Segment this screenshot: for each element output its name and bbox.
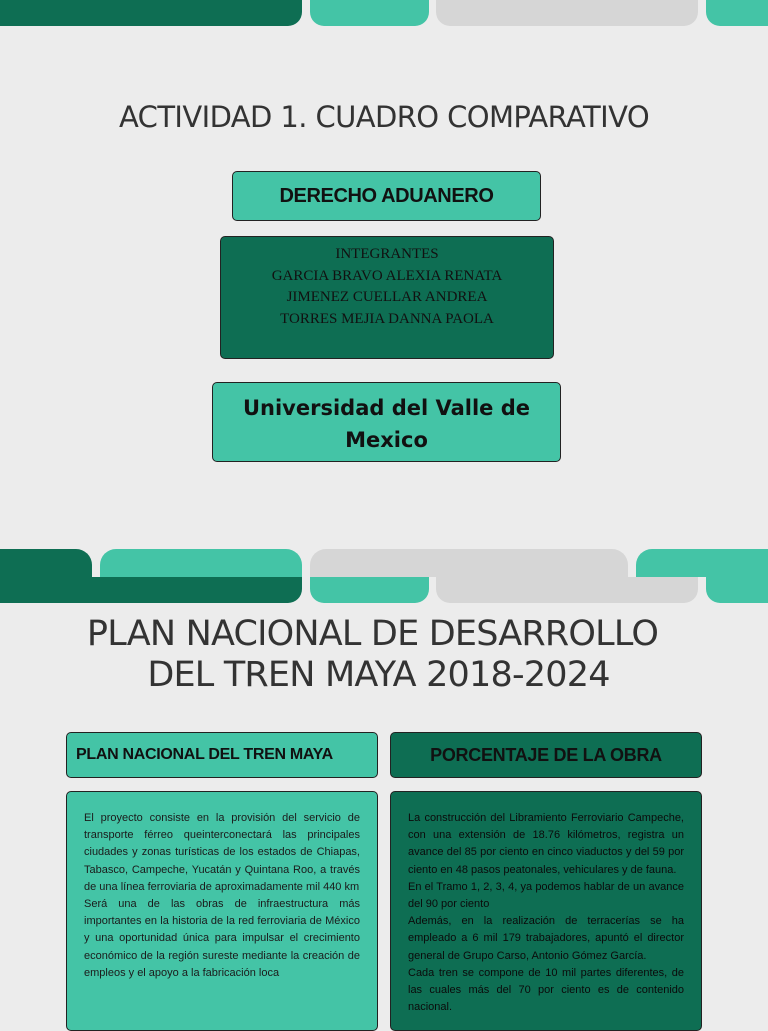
decor-strip-top-teal [310, 0, 429, 26]
activity-title: ACTIVIDAD 1. CUADRO COMPARATIVO [118, 100, 650, 134]
progress-header: PORCENTAJE DE LA OBRA [390, 732, 702, 778]
member-name: JIMENEZ CUELLAR ANDREA [286, 289, 488, 305]
decor-strip-p2-teal [310, 577, 429, 603]
decor-strip-top-grey [436, 0, 698, 26]
member-name: GARCIA BRAVO ALEXIA RENATA [271, 267, 503, 284]
paragraph: Será una de las obras de infraestructura más importantes en la historia de la red ferroviaria de México y una oportunidad única para impulsar el crecimiento económico de la región sureste mediante la creación de empleos y el apoyo a la fabricación loca [84, 898, 360, 979]
decor-strip-mid-teal [100, 549, 302, 577]
member-name: TORRES MEJIA DANNA PAOLA [280, 310, 494, 327]
plan-description-panel [66, 791, 378, 1031]
university-name: Universidad del Valle de Mexico [242, 396, 531, 452]
university-box [212, 382, 561, 462]
paragraph: Además, en la realización de terracerías se ha empleado a 6 mil 179 trabajadores, apuntó el director general de Grupo Carso, Antonio Gómez García. [408, 915, 684, 962]
decor-strip-top-dark [0, 0, 302, 26]
subject-box: DERECHO ADUANERO [232, 171, 541, 221]
paragraph: Cada tren se compone de 10 mil partes diferentes, de las cuales más del 70 por ciento es de contenido nacional. [408, 966, 684, 1014]
plan-title-line2: DEL TREN MAYA 2018-2024 [147, 655, 610, 695]
decor-strip-p2-dark [0, 577, 302, 603]
decor-strip-top-teal-right [706, 0, 768, 26]
paragraph: El proyecto consiste en la provisión del servicio de transporte férreo queinterconectará las principales ciudades y zonas turísticas de los estados de Chiapas, Tabasco, Campeche, Yucatán y Quintana Roo, a través de una línea ferroviaria de aproximadamente mil 440 km [84, 812, 360, 893]
members-box [220, 236, 554, 359]
decor-strip-p2-teal-right [706, 577, 768, 603]
paragraph: En el Tramo 1, 2, 3, 4, ya podemos hablar de un avance del 90 por ciento [408, 880, 684, 911]
progress-description-panel [390, 791, 702, 1031]
plan-title [0, 614, 745, 696]
paragraph: La construcción del Libramiento Ferroviario Campeche, con una extensión de 18.76 kilómetros, registra un avance del 85 por ciento en cinco viaductos y del 59 por ciento en 48 pasos peatonales, vehiculares y de fauna. [408, 812, 684, 876]
plan-header: PLAN NACIONAL DEL TREN MAYA [66, 732, 378, 778]
decor-strip-mid-teal-right [636, 549, 768, 577]
decor-strip-mid-grey [310, 549, 628, 577]
plan-title-line1: PLAN NACIONAL DE DESARROLLO [86, 614, 659, 654]
decor-strip-p2-grey [436, 577, 698, 603]
members-heading: INTEGRANTES [335, 246, 439, 262]
